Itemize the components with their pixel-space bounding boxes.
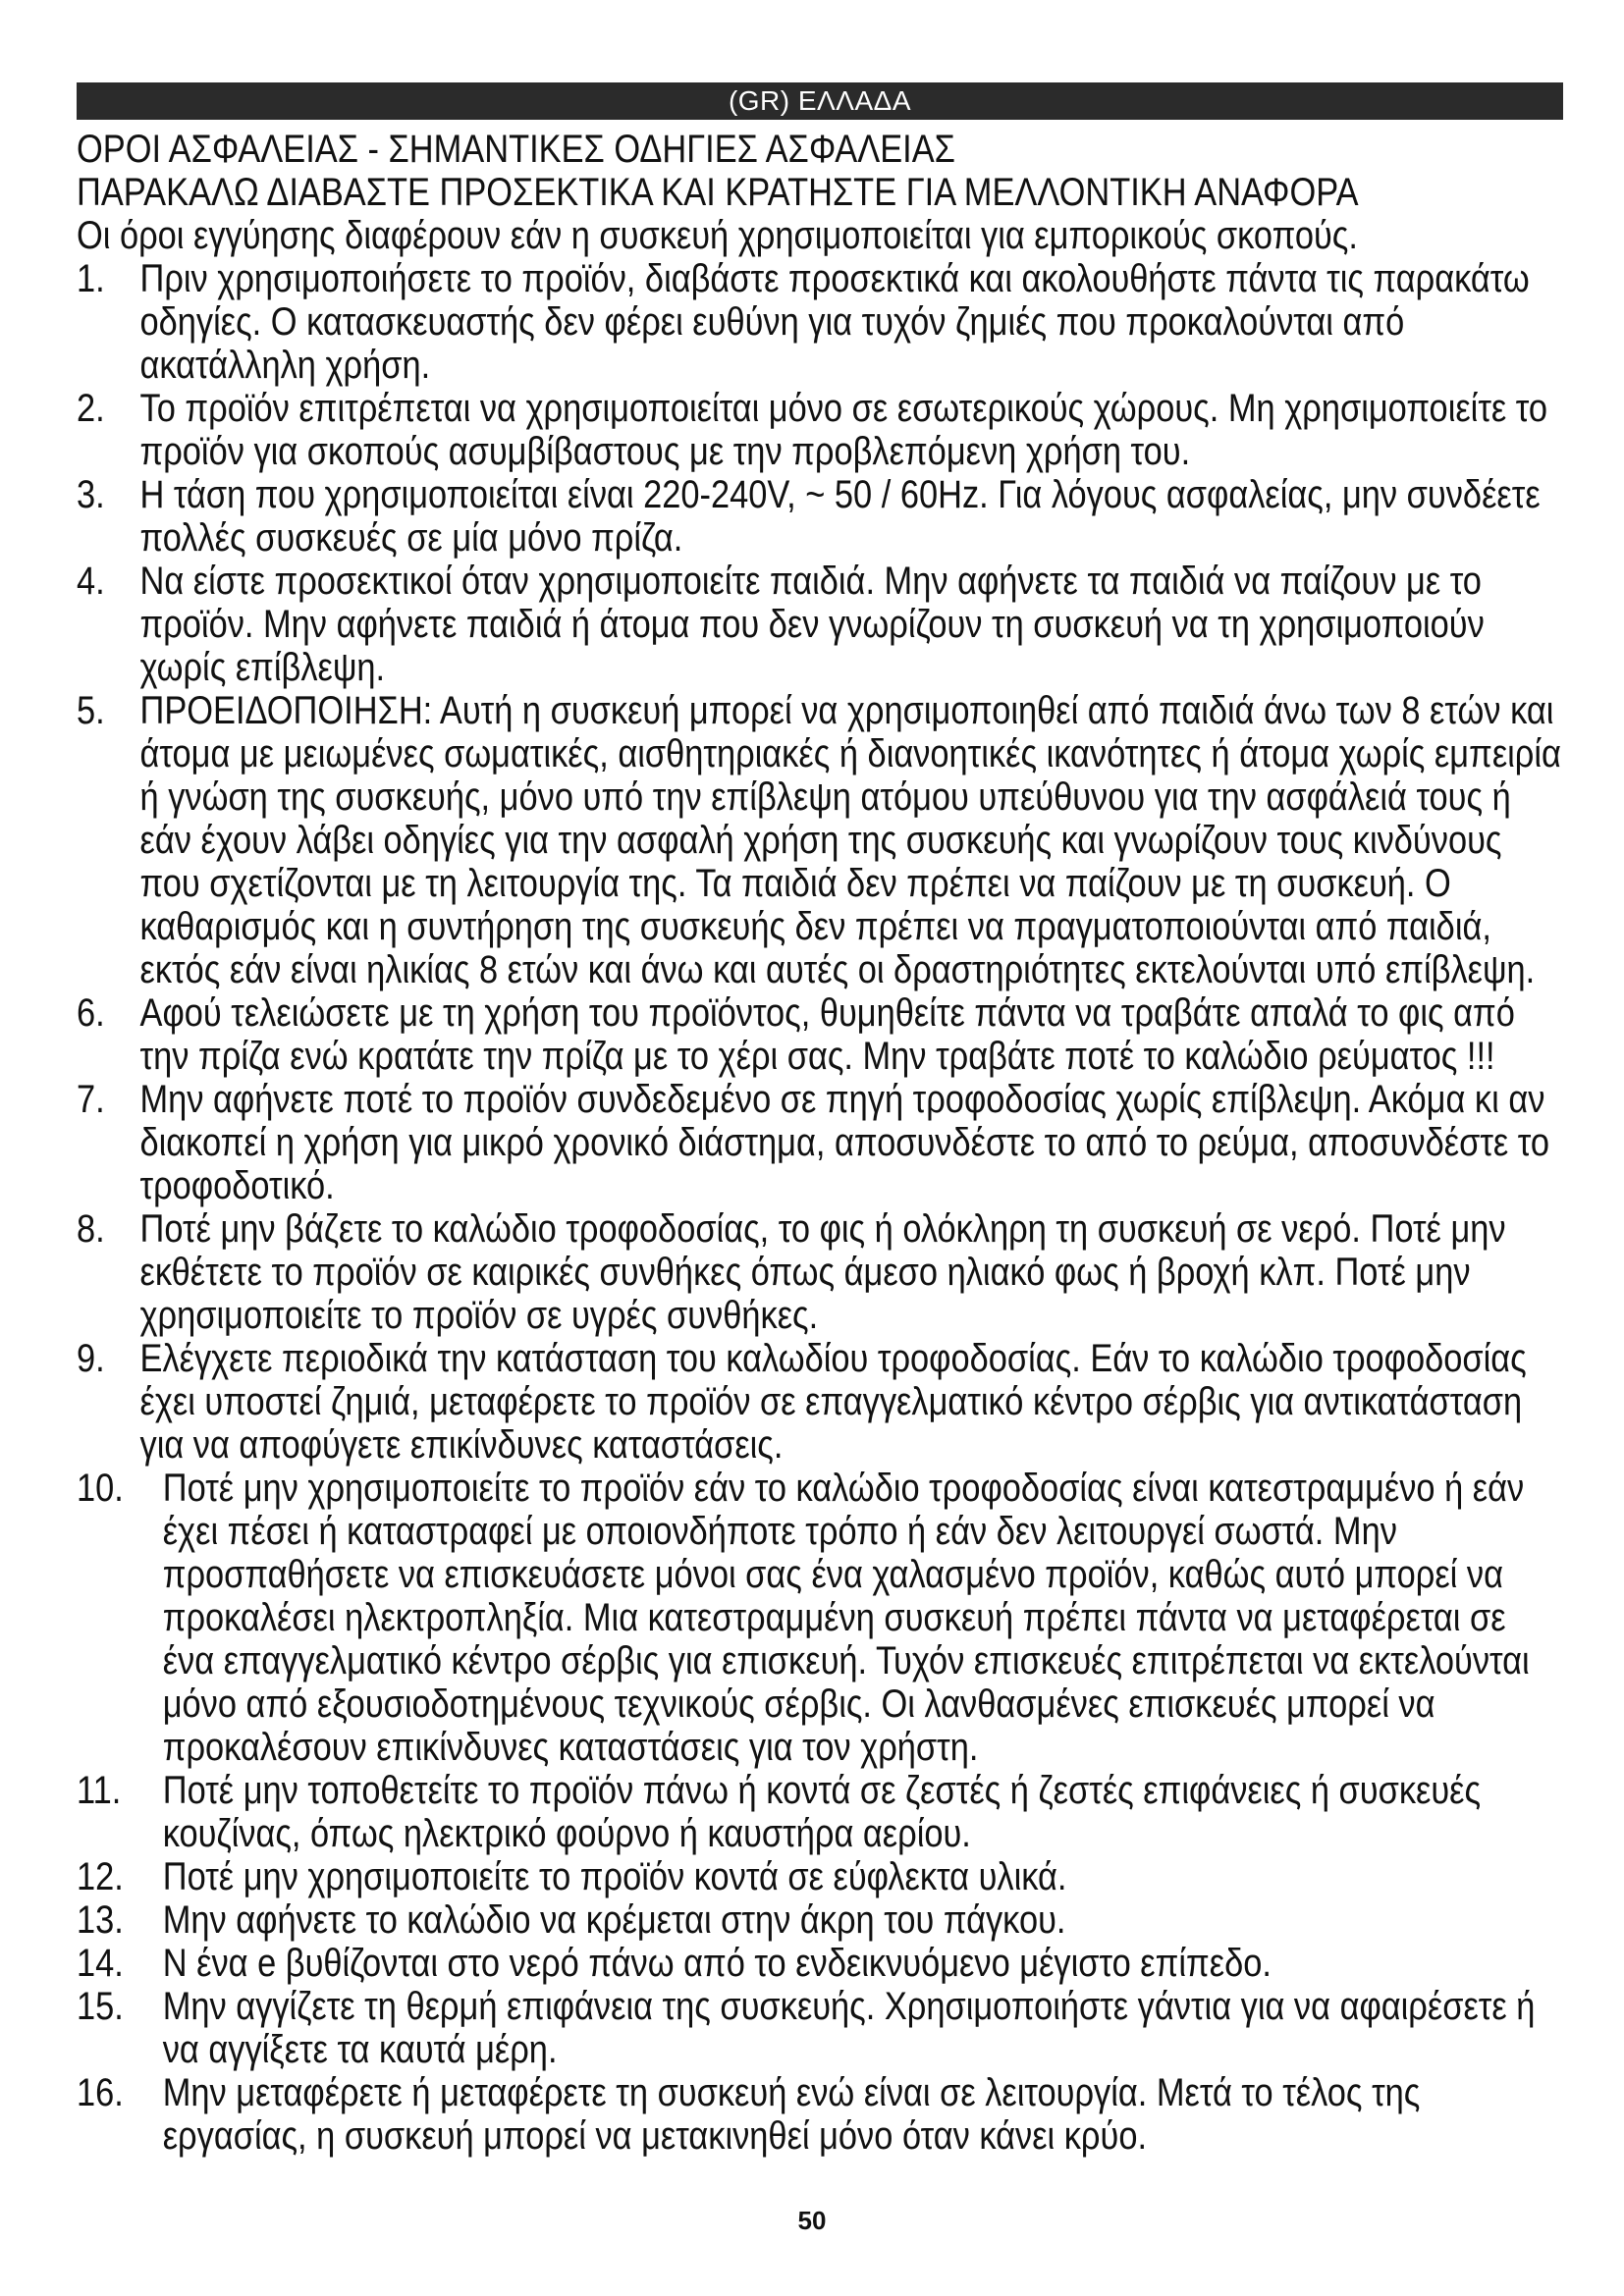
item-number: 1. bbox=[77, 257, 105, 300]
item-number: 13. bbox=[77, 1898, 124, 1942]
item-text: Να είστε προσεκτικοί όταν χρησιμοποιείτε παιδιά. Μην αφήνετε τα παιδιά να παίζουν με το προϊόν. Μην αφήνετε παιδιά ή άτομα που δεν γνωρίζουν τη συσκευή να τη χρησιμοποιούν χωρίς επίβλεψη. bbox=[139, 560, 1485, 689]
item-number: 16. bbox=[77, 2071, 124, 2114]
item-text: Μην μεταφέρετε ή μεταφέρετε τη συσκευή ενώ είναι σε λειτουργία. Μετά το τέλος της εργασίας, η συσκευή μπορεί να μετακινηθεί μόνο όταν κάνει κρύο. bbox=[162, 2071, 1421, 2158]
list-item bbox=[77, 1985, 1563, 2071]
item-number: 8. bbox=[77, 1207, 105, 1251]
item-number: 6. bbox=[77, 991, 105, 1035]
item-text: Μην αφήνετε ποτέ το προϊόν συνδεδεμένο σε πηγή τροφοδοσίας χωρίς επίβλεψη. Ακόμα κι αν διακοπεί η χρήση για μικρό χρονικό διάστημα, αποσυνδέστε το από το ρεύμα, αποσυνδέστε το τροφοδοτικό. bbox=[139, 1078, 1550, 1207]
list-item bbox=[77, 473, 1563, 560]
item-text: Η τάση που χρησιμοποιείται είναι 220-240V, ~ 50 / 60Hz. Για λόγους ασφαλείας, μην συνδέετε πολλές συσκευές σε μία μόνο πρίζα. bbox=[139, 473, 1541, 560]
item-text: Ποτέ μην χρησιμοποιείτε το προϊόν κοντά σε εύφλεκτα υλικά. bbox=[162, 1855, 1067, 1898]
list-item bbox=[77, 387, 1563, 473]
list-item bbox=[77, 1207, 1563, 1337]
safety-instructions-list bbox=[77, 257, 1563, 2158]
item-number: 3. bbox=[77, 473, 105, 516]
list-item bbox=[77, 1769, 1563, 1855]
list-item bbox=[77, 257, 1563, 387]
list-item bbox=[77, 1467, 1563, 1769]
list-item bbox=[77, 2071, 1563, 2158]
section-subtitle: ΠΑΡΑΚΑΛΩ ΔΙΑΒΑΣΤΕ ΠΡΟΣΕΚΤΙΚΑ ΚΑΙ ΚΡΑΤΗΣΤΕ ΓΙΑ ΜΕΛΛΟΝΤΙΚΗ ΑΝΑΦΟΡΑ bbox=[77, 171, 1359, 214]
page-number: 50 bbox=[797, 2206, 827, 2235]
list-item bbox=[77, 560, 1563, 689]
item-text: Ν ένα e βυθίζονται στο νερό πάνω από το ενδεικνυόμενο μέγιστο επίπεδο. bbox=[162, 1942, 1272, 1985]
item-text: Πριν χρησιμοποιήσετε το προϊόν, διαβάστε προσεκτικά και ακολουθήστε πάντα τις παρακάτω οδηγίες. Ο κατασκευαστής δεν φέρει ευθύνη για τυχόν ζημιές που προκαλούνται από ακατάλληλη χρήση. bbox=[139, 257, 1530, 387]
item-text: Ποτέ μην χρησιμοποιείτε το προϊόν εάν το καλώδιο τροφοδοσίας είναι κατεστραμμένο ή εάν έχει πέσει ή καταστραφεί με οποιονδήποτε τρόπο ή εάν δεν λειτουργεί σωστά. Μην προσπαθήσετε να επισκευάσετε μόνοι σας ένα χαλασμένο προϊόν, καθώς αυτό μπορεί να προκαλέσει ηλεκτροπληξία. Μια κατεστραμμένη συσκευή πρέπει πάντα να μεταφέρεται σε ένα επαγγελματικό κέντρο σέρβις για επισκευή. Τυχόν επισκευές επιτρέπεται να εκτελούνται μόνο από εξουσιοδοτημένους τεχνικούς σέρβις. Οι λανθασμένες επισκευές μπορεί να προκαλέσουν επικίνδυνες καταστάσεις για τον χρήστη. bbox=[162, 1467, 1530, 1769]
safety-content bbox=[77, 128, 1563, 2158]
item-number: 15. bbox=[77, 1985, 124, 2028]
list-item bbox=[77, 1078, 1563, 1207]
warranty-note: Οι όροι εγγύησης διαφέρουν εάν η συσκευή χρησιμοποιείται για εμπορικούς σκοπούς. bbox=[77, 214, 1358, 257]
item-number: 9. bbox=[77, 1337, 105, 1380]
item-text: Το προϊόν επιτρέπεται να χρησιμοποιείται μόνο σε εσωτερικούς χώρους. Μη χρησιμοποιείτε το προϊόν για σκοπούς ασυμβίβαστους με την προβλεπόμενη χρήση του. bbox=[139, 387, 1548, 473]
manual-page bbox=[77, 82, 1563, 2158]
language-header-bar bbox=[77, 82, 1563, 120]
item-number: 12. bbox=[77, 1855, 124, 1898]
language-label: (GR) ΕΛΛΑΔΑ bbox=[728, 85, 912, 116]
item-text: Μην αγγίζετε τη θερμή επιφάνεια της συσκευής. Χρησιμοποιήστε γάντια για να αφαιρέσετε ή να αγγίξετε τα καυτά μέρη. bbox=[162, 1985, 1536, 2071]
item-text: Αφού τελειώσετε με τη χρήση του προϊόντος, θυμηθείτε πάντα να τραβάτε απαλά το φις από την πρίζα ενώ κρατάτε την πρίζα με το χέρι σας. Μην τραβάτε ποτέ το καλώδιο ρεύματος !!! bbox=[139, 991, 1515, 1078]
list-item bbox=[77, 991, 1563, 1078]
item-number: 2. bbox=[77, 387, 105, 430]
item-number: 7. bbox=[77, 1078, 105, 1121]
item-number: 14. bbox=[77, 1942, 124, 1985]
item-text: Ποτέ μην βάζετε το καλώδιο τροφοδοσίας, το φις ή ολόκληρη τη συσκευή σε νερό. Ποτέ μην εκθέτετε το προϊόν σε καιρικές συνθήκες όπως άμεσο ηλιακό φως ή βροχή κλπ. Ποτέ μην χρησιμοποιείτε το προϊόν σε υγρές συνθήκες. bbox=[139, 1207, 1506, 1337]
item-number: 11. bbox=[77, 1769, 122, 1812]
list-item bbox=[77, 1855, 1563, 1898]
section-title: ΟΡΟΙ ΑΣΦΑΛΕΙΑΣ - ΣΗΜΑΝΤΙΚΕΣ ΟΔΗΓΙΕΣ ΑΣΦΑΛΕΙΑΣ bbox=[77, 128, 955, 171]
list-item bbox=[77, 1898, 1563, 1942]
item-text: Μην αφήνετε το καλώδιο να κρέμεται στην άκρη του πάγκου. bbox=[162, 1898, 1066, 1942]
list-item bbox=[77, 1337, 1563, 1467]
item-text: Ποτέ μην τοποθετείτε το προϊόν πάνω ή κοντά σε ζεστές ή ζεστές επιφάνειες ή συσκευές κουζίνας, όπως ηλεκτρικό φούρνο ή καυστήρα αερίου. bbox=[162, 1769, 1482, 1855]
item-number: 5. bbox=[77, 689, 105, 732]
list-item bbox=[77, 1942, 1563, 1985]
item-text: ΠΡΟΕΙΔΟΠΟΙΗΣΗ: Αυτή η συσκευή μπορεί να χρησιμοποιηθεί από παιδιά άνω των 8 ετών και άτομα με μειωμένες σωματικές, αισθητηριακές ή διανοητικές ικανότητες ή άτομα χωρίς εμπειρία ή γνώση της συσκευής, μόνο υπό την επίβλεψη ατόμου υπεύθυνου για την ασφάλειά τους ή εάν έχουν λάβει οδηγίες για την ασφαλή χρήση της συσκευής και γνωρίζουν τους κινδύνους που σχετίζονται με τη λειτουργία της. Τα παιδιά δεν πρέπει να παίζουν με τη συσκευή. Ο καθαρισμός και η συντήρηση της συσκευής δεν πρέπει να πραγματοποιούνται από παιδιά, εκτός εάν είναι ηλικίας 8 ετών και άνω και αυτές οι δραστηριότητες εκτελούνται υπό επίβλεψη. bbox=[139, 689, 1561, 991]
item-number: 10. bbox=[77, 1467, 124, 1510]
list-item bbox=[77, 689, 1563, 991]
item-text: Ελέγχετε περιοδικά την κατάσταση του καλωδίου τροφοδοσίας. Εάν το καλώδιο τροφοδοσίας έχει υποστεί ζημιά, μεταφέρετε το προϊόν σε επαγγελματικό κέντρο σέρβις για αντικατάσταση για να αποφύγετε επικίνδυνες καταστάσεις. bbox=[139, 1337, 1527, 1467]
item-number: 4. bbox=[77, 560, 105, 603]
